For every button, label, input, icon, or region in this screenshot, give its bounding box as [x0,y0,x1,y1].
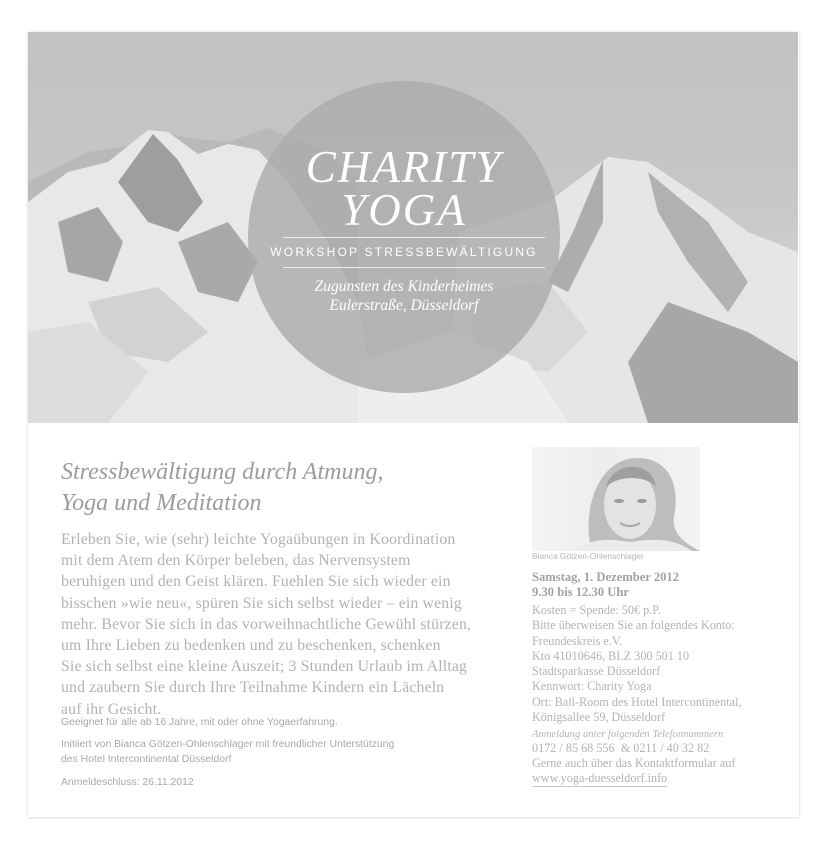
headline-line2: Yoga und Meditation [61,490,262,516]
payment-line: Kennwort: Charity Yoga [532,679,652,694]
description-line: bisschen »wie neu«, spüren Sie sich selbst wieder – ein wenig [61,594,462,612]
description-line: mehr. Bevor Sie sich in das vorweihnachtliche Gewühl stürzen, [61,615,472,633]
workshop-subtitle: WORKSHOP STRESSBEWÄLTIGUNG [270,245,538,259]
initiated-line1: Initiiert von Bianca Götzen-Ohlenschlager mit freundlicher Unterstützung [61,739,395,750]
description [61,529,531,720]
headline-line1: Stressbewältigung durch Atmung, [61,459,384,485]
dedication-line1: Zugunsten des Kinderheimes [314,278,494,295]
description-line: auf ihr Gesicht. [61,700,162,718]
phone-label: Anmeldung unter folgenden Telefonnummern [532,729,724,740]
website-link[interactable]: www.yoga-duesseldorf.info [532,771,668,786]
payment-line: Freundeskreis e.V. [532,633,623,648]
phone-numbers: 0172 / 85 68 556 & 0211 / 40 32 82 [532,741,710,755]
payment-info [532,603,792,695]
description-line: mit dem Atem den Körper beleben, das Nervensystem [61,552,411,570]
divider [283,237,545,238]
contact-form-text: Gerne auch über das Kontaktformular auf [532,756,736,770]
description-line: Erleben Sie, wie (sehr) leichte Yogaübungen in Koordination [61,531,456,548]
venue-line1: Ort: Ball-Room des Hotel Intercontinental, [532,695,742,709]
event-datetime [532,570,792,601]
initiated-line2: des Hotel Intercontinental Düsseldorf [61,754,232,765]
payment-line: Bitte überweisen Sie an folgendes Konto: [532,618,735,633]
dedication [248,277,560,315]
venue-line2: Königsallee 59, Düsseldorf [532,710,666,725]
flyer-card [28,32,799,817]
description-line: Sie sich selbst eine kleine Auszeit; 3 Stunden Urlaub im Alltag [61,658,468,676]
payment-line: Kosten = Spende: 50€ p.P. [532,603,661,617]
event-title-line1: CHARITY [305,142,503,192]
suitability-note: Geeignet für alle ab 16 Jahre, mit oder ohne Yogaerfahrung. [61,717,338,728]
contact-form-info [532,756,792,787]
photo-caption: Bianca Götzen-Ohlenschlager [532,551,644,561]
description-line: um Ihre Lieben zu bedenken und zu beschenken, schenken [61,637,441,655]
event-date: Samstag, 1. Dezember 2012 [532,570,680,584]
hero-banner [28,32,798,423]
description-line: und zaubern Sie durch Ihre Teilnahme Kindern ein Lächeln [61,679,445,697]
registration-deadline: Anmeldeschluss: 26.11.2012 [61,777,194,788]
portrait-photo [532,447,700,551]
venue-info [532,695,792,726]
dedication-line2: Eulerstraße, Düsseldorf [329,297,479,314]
payment-line: Stadtsparkasse Düsseldorf [532,664,661,679]
initiated-note [61,737,481,767]
title-circle [248,81,560,393]
portrait-image [532,447,700,551]
description-line: beruhigen und den Geist klären. Fuehlen Sie sich wieder ein [61,573,451,591]
event-time: 9.30 bis 12.30 Uhr [532,585,629,600]
headline [61,457,531,519]
divider [283,267,545,268]
event-title-line2: YOGA [341,185,467,235]
payment-line: Kto 41010646, BLZ 300 501 10 [532,648,690,663]
